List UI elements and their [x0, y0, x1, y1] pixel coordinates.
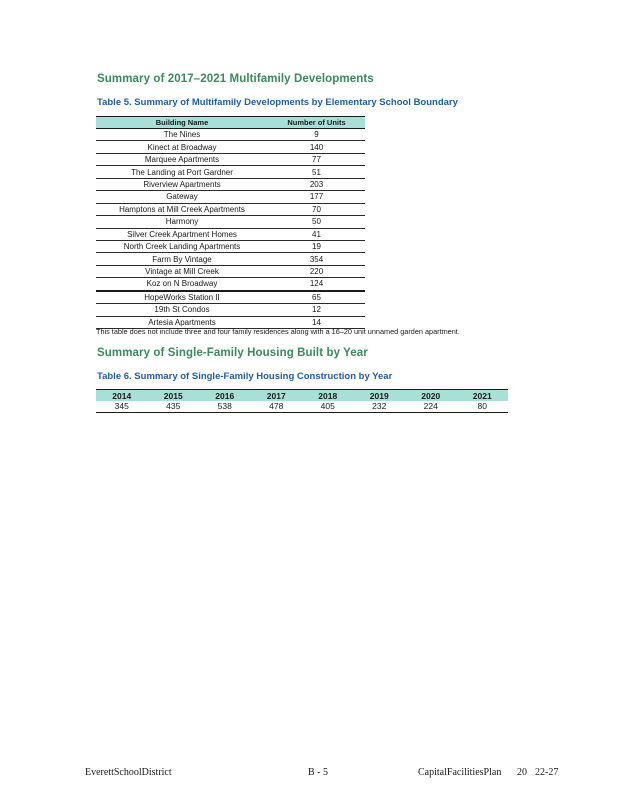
footer-district-name: EverettSchoolDistrict — [85, 767, 172, 778]
number-of-units-cell: 140 — [268, 141, 365, 153]
table6-single-family-construction — [96, 389, 508, 413]
table6-year-header: 2014 — [96, 390, 148, 402]
number-of-units-cell: 177 — [268, 191, 365, 203]
footer-page-number: B - 5 — [308, 767, 328, 778]
table6-header-row — [96, 390, 508, 402]
table5-row — [96, 191, 365, 203]
footer-plan-years-start: 20 — [517, 767, 527, 778]
building-name-cell: Marquee Apartments — [96, 153, 268, 165]
number-of-units-cell: 19 — [268, 240, 365, 252]
table6-value-cell: 232 — [354, 401, 406, 413]
table5-row — [96, 265, 365, 277]
building-name-cell: Harmony — [96, 216, 268, 228]
table6-value-cell: 80 — [457, 401, 509, 413]
building-name-cell: 19th St Condos — [96, 304, 268, 316]
building-name-cell: Kinect at Broadway — [96, 141, 268, 153]
building-name-cell: The Nines — [96, 129, 268, 141]
number-of-units-cell: 354 — [268, 253, 365, 265]
number-of-units-cell: 70 — [268, 203, 365, 215]
building-name-cell: Farm By Vintage — [96, 253, 268, 265]
table6-value-cell: 538 — [199, 401, 251, 413]
building-name-cell: Gateway — [96, 191, 268, 203]
table5-row — [96, 240, 365, 252]
table6-value-cell: 405 — [302, 401, 354, 413]
table5-row — [96, 129, 365, 141]
table6-year-header: 2016 — [199, 390, 251, 402]
table5-header-building-name: Building Name — [96, 117, 268, 129]
number-of-units-cell: 65 — [268, 291, 365, 304]
building-name-cell: Hamptons at Mill Creek Apartments — [96, 203, 268, 215]
building-name-cell: The Landing at Port Gardner — [96, 166, 268, 178]
table6-value-cell: 345 — [96, 401, 148, 413]
number-of-units-cell: 9 — [268, 129, 365, 141]
building-name-cell: Vintage at Mill Creek — [96, 265, 268, 277]
table6-caption: Table 6. Summary of Single-Family Housing Construction by Year — [97, 371, 393, 382]
table6-year-header: 2015 — [148, 390, 200, 402]
number-of-units-cell: 77 — [268, 153, 365, 165]
section-heading-multifamily: Summary of 2017–2021 Multifamily Developments — [97, 73, 374, 85]
building-name-cell: Koz on N Broadway — [96, 278, 268, 291]
table6-values-row — [96, 401, 508, 413]
table6-value-cell: 478 — [251, 401, 303, 413]
table5-row — [96, 203, 365, 215]
building-name-cell: Riverview Apartments — [96, 178, 268, 190]
table5-note: This table does not include three and four family residences along with a 16–20 unit unnamed garden apartment. — [96, 327, 460, 336]
table6-year-header: 2018 — [302, 390, 354, 402]
table5-row — [96, 278, 365, 291]
table6-year-header: 2020 — [405, 390, 457, 402]
building-name-cell: North Creek Landing Apartments — [96, 240, 268, 252]
number-of-units-cell: 124 — [268, 278, 365, 291]
number-of-units-cell: 203 — [268, 178, 365, 190]
table6-year-header: 2019 — [354, 390, 406, 402]
table6-value-cell: 435 — [148, 401, 200, 413]
number-of-units-cell: 14 — [268, 316, 365, 328]
number-of-units-cell: 50 — [268, 216, 365, 228]
building-name-cell: HopeWorks Station II — [96, 291, 268, 304]
building-name-cell: Artesia Apartments — [96, 316, 268, 328]
table6-year-header: 2017 — [251, 390, 303, 402]
table5-multifamily-developments — [96, 116, 365, 329]
table5-header-number-of-units: Number of Units — [268, 117, 365, 129]
table5-caption: Table 5. Summary of Multifamily Developments by Elementary School Boundary — [97, 97, 458, 108]
table6-value-cell: 224 — [405, 401, 457, 413]
table5-row — [96, 291, 365, 304]
number-of-units-cell: 12 — [268, 304, 365, 316]
table6-year-header: 2021 — [457, 390, 509, 402]
number-of-units-cell: 41 — [268, 228, 365, 240]
section-heading-single-family: Summary of Single-Family Housing Built by Year — [97, 347, 368, 359]
number-of-units-cell: 220 — [268, 265, 365, 277]
table5-row — [96, 141, 365, 153]
table5-row — [96, 166, 365, 178]
table5-row — [96, 178, 365, 190]
table5-row — [96, 216, 365, 228]
table5-row — [96, 304, 365, 316]
table5-row — [96, 228, 365, 240]
building-name-cell: Silver Creek Apartment Homes — [96, 228, 268, 240]
table5-row — [96, 153, 365, 165]
table5-row — [96, 253, 365, 265]
number-of-units-cell: 51 — [268, 166, 365, 178]
footer-plan-title: CapitalFacilitiesPlan — [418, 767, 502, 778]
footer-plan-years-end: 22-27 — [535, 767, 559, 778]
table5-body — [96, 129, 365, 329]
